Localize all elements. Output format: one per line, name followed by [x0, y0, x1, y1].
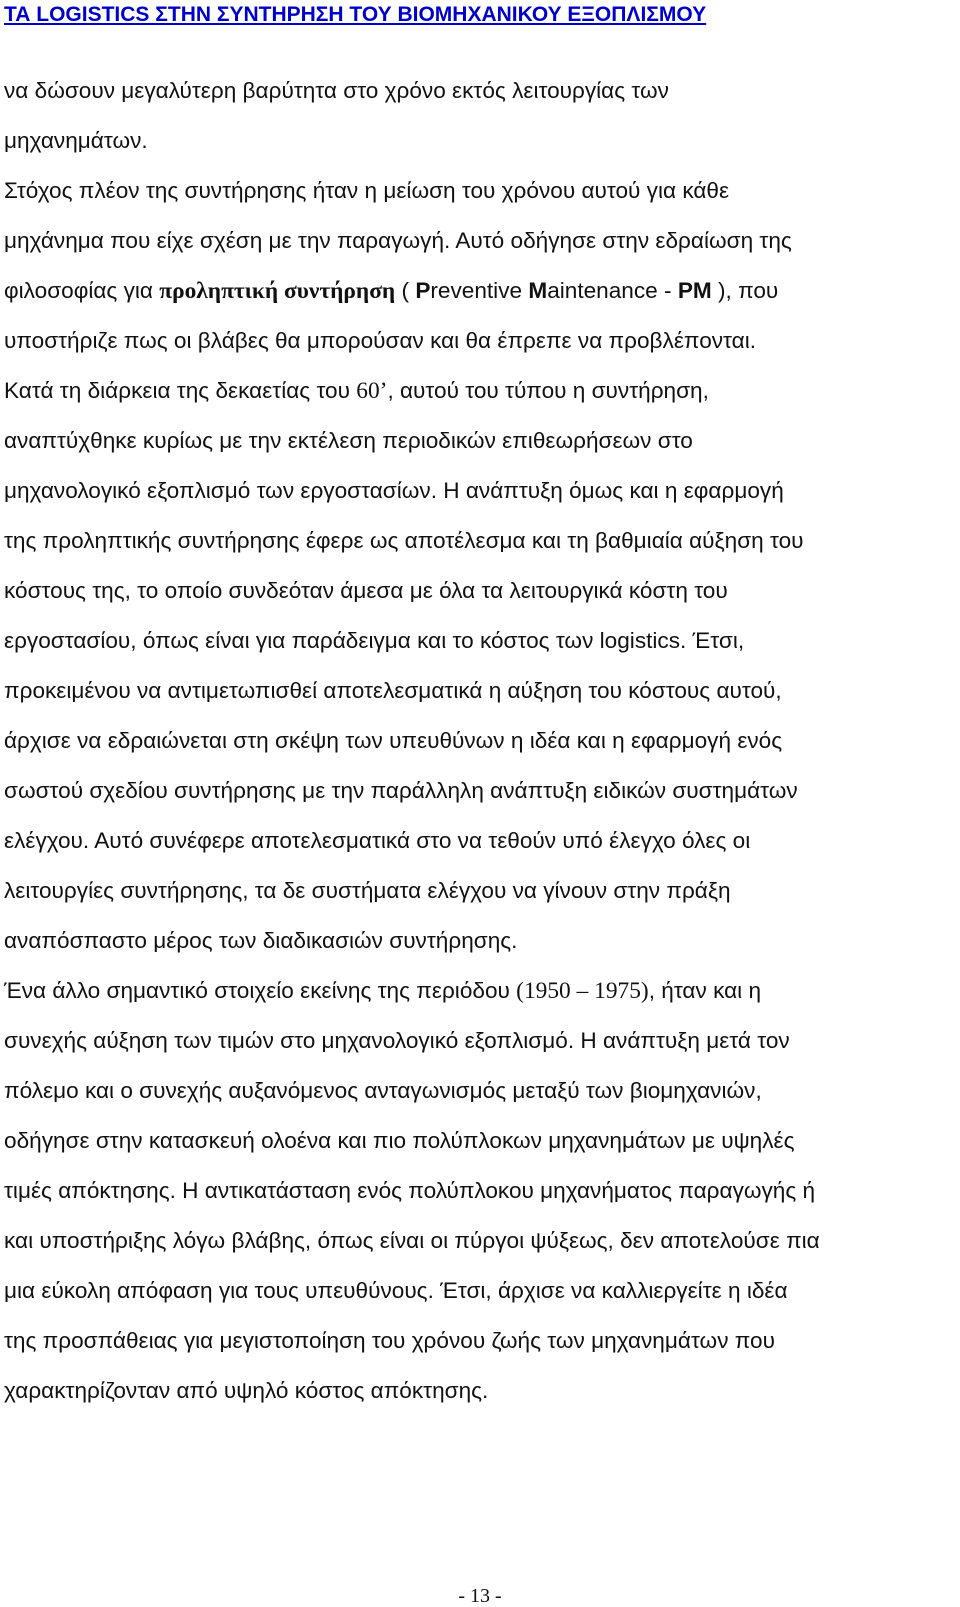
text-run: Κατά τη διάρκεια της δεκαετίας του [4, 378, 357, 403]
bold-abbreviation: PM [677, 278, 712, 303]
text-run: 60’ [356, 378, 388, 404]
text-run: (1950 – 1975) [516, 978, 649, 1004]
text-line: τιμές απόκτησης. Η αντικατάσταση ενός πολύπλοκου μηχανήματος παραγωγής ή [4, 1178, 816, 1203]
text-run: aintenance - [547, 278, 678, 303]
text-line: χαρακτηρίζονταν από υψηλό κόστος απόκτησης. [4, 1378, 489, 1403]
text-line: άρχισε να εδραιώνεται στη σκέψη των υπευθύνων η ιδέα και η εφαρμογή ενός [4, 728, 783, 753]
text-run: reventive [430, 278, 529, 303]
text-line: να δώσουν μεγαλύτερη βαρύτητα στο χρόνο εκτός λειτουργίας των [4, 78, 669, 103]
bold-term: προληπτική συντήρηση [159, 278, 396, 304]
text-run: Ένα άλλο σημαντικό στοιχείο εκείνης της περιόδου [4, 978, 517, 1003]
text-line: της προσπάθειας για μεγιστοποίηση του χρόνου ζωής των μηχανημάτων που [4, 1328, 775, 1353]
text-line [4, 274, 956, 324]
running-header: ΤΑ LOGISTICS ΣΤΗΝ ΣΥΝΤΗΡΗΣΗ ΤΟΥ ΒΙΟΜΗΧΑΝΙΚΟΥ ΕΞΟΠΛΙΣΜΟΥ [4, 3, 707, 26]
text-line: οδήγησε στην κατασκευή ολοένα και πιο πολύπλοκων μηχανημάτων με υψηλές [4, 1128, 795, 1153]
text-line: προκειμένου να αντιμετωπισθεί αποτελεσματικά η αύξηση του κόστους αυτού, [4, 678, 782, 703]
page-number: - 13 - [458, 1585, 502, 1607]
text-run: ), που [711, 278, 779, 303]
text-line: ελέγχου. Αυτό συνέφερε αποτελεσματικά στο να τεθούν υπό έλεγχο όλες οι [4, 828, 751, 853]
text-line: εργοστασίου, όπως είναι για παράδειγμα και το κόστος των logistics. Έτσι, [4, 628, 745, 653]
body-text [4, 74, 956, 1424]
text-line: μια εύκολη απόφαση για τους υπευθύνους. Έτσι, άρχισε να καλλιεργείτε η ιδέα [4, 1278, 788, 1303]
text-line: πόλεμο και ο συνεχής αυξανόμενος ανταγωνισμός μεταξύ των βιομηχανιών, [4, 1078, 762, 1103]
text-line [4, 974, 956, 1024]
text-line: μηχάνημα που είχε σχέση με την παραγωγή. Αυτό οδήγησε στην εδραίωση της [4, 228, 792, 253]
text-line: αναπτύχθηκε κυρίως με την εκτέλεση περιοδικών επιθεωρήσεων στο [4, 428, 693, 453]
text-line: μηχανημάτων. [4, 128, 148, 153]
text-line: σωστού σχεδίου συντήρησης με την παράλληλη ανάπτυξη ειδικών συστημάτων [4, 778, 798, 803]
text-line: κόστους της, το οποίο συνδεόταν άμεσα με όλα τα λειτουργικά κόστη του [4, 578, 728, 603]
text-run: , αυτού του τύπου η συντήρηση, [387, 378, 709, 403]
text-run: φιλοσοφίας για [4, 278, 160, 303]
bold-letter: P [415, 278, 431, 303]
text-run: , ήταν και η [648, 978, 762, 1003]
text-run: ( [395, 278, 416, 303]
text-line: λειτουργίες συντήρησης, τα δε συστήματα ελέγχου να γίνουν στην πράξη [4, 878, 731, 903]
text-line: Στόχος πλέον της συντήρησης ήταν η μείωση του χρόνου αυτού για κάθε [4, 178, 730, 203]
bold-letter: M [528, 278, 548, 303]
text-line [4, 374, 956, 424]
text-line: και υποστήριξης λόγω βλάβης, όπως είναι οι πύργοι ψύξεως, δεν αποτελούσε πια [4, 1228, 820, 1253]
text-line: αναπόσπαστο μέρος των διαδικασιών συντήρησης. [4, 928, 518, 953]
text-line: υποστήριζε πως οι βλάβες θα μπορούσαν και θα έπρεπε να προβλέπονται. [4, 328, 757, 353]
text-line: συνεχής αύξηση των τιμών στο μηχανολογικό εξοπλισμό. Η ανάπτυξη μετά τον [4, 1028, 790, 1053]
text-line: της προληπτικής συντήρησης έφερε ως αποτέλεσμα και τη βαθμιαία αύξηση του [4, 528, 804, 553]
text-line: μηχανολογικό εξοπλισμό των εργοστασίων. Η ανάπτυξη όμως και η εφαρμογή [4, 478, 784, 503]
